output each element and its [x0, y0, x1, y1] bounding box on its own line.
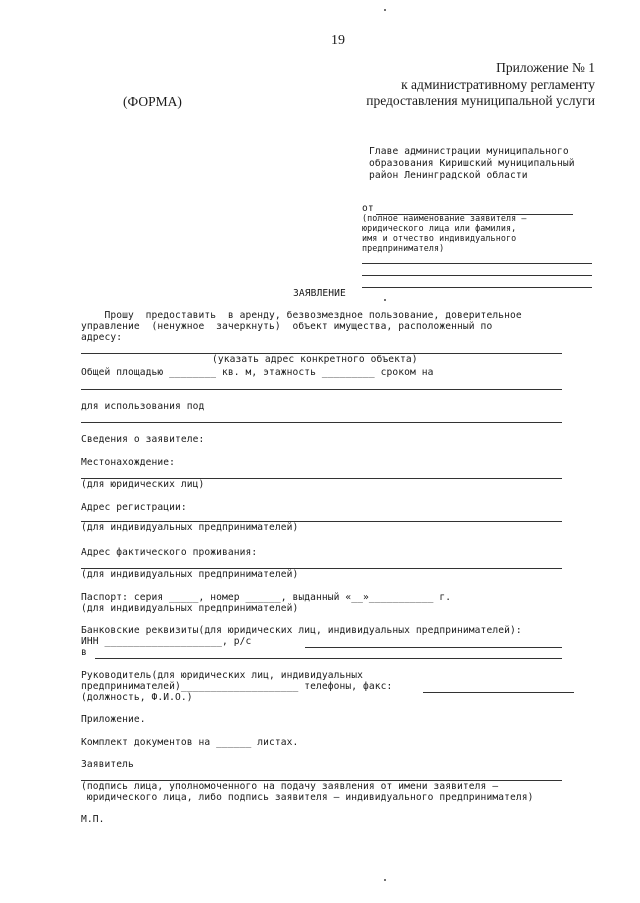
- bank-line-2: ИНН ____________________, р/с: [81, 636, 252, 647]
- scan-dot: [384, 879, 386, 881]
- head-line-2: предпринимателей)____________________ телефоны, факс:: [81, 681, 393, 692]
- account-line: [305, 647, 562, 648]
- applicant-info-heading: Сведения о заявителе:: [81, 434, 205, 445]
- passport-line: Паспорт: серия _____, номер ______, выданный «__»___________ г.: [81, 592, 452, 603]
- bank-name-line: [95, 658, 562, 659]
- from-note-2: юридического лица или фамилия,: [362, 223, 517, 233]
- location-hint: (для юридических лиц): [81, 479, 205, 490]
- attachment-label: Приложение.: [81, 714, 146, 725]
- head-line-1: Руководитель(для юридических лиц, индивидуальных: [81, 670, 364, 681]
- page-number: 19: [331, 33, 345, 48]
- area-line: Общей площадью ________ кв. м, этажность _________ сроком на: [81, 367, 434, 378]
- location-label: Местонахождение:: [81, 457, 176, 468]
- document-title: ЗАЯВЛЕНИЕ: [293, 288, 346, 299]
- documents-line: Комплект документов на ______ листах.: [81, 737, 299, 748]
- from-line-2: [362, 263, 592, 264]
- form-label: (ФОРМА): [123, 94, 182, 109]
- from-note-3: имя и отчество индивидуального: [362, 233, 517, 243]
- signature-hint-2: юридического лица, либо подпись заявителя – индивидуального предпринимателя): [81, 792, 534, 803]
- bank-line-3: в: [81, 647, 87, 658]
- request-line-2: управление (ненужное зачеркнуть) объект имущества, расположенный по: [81, 321, 493, 332]
- applicant-label: Заявитель: [81, 759, 134, 770]
- addressee-line-1: Главе администрации муниципального: [369, 146, 569, 157]
- bank-line-1: Банковские реквизиты(для юридических лиц, индивидуальных предпринимателей):: [81, 625, 522, 636]
- addressee-line-2: образования Киришский муниципальный: [369, 158, 575, 169]
- request-line-1: Прошу предоставить в аренду, безвозмездное пользование, доверительное: [81, 310, 522, 321]
- passport-hint: (для индивидуальных предпринимателей): [81, 603, 299, 614]
- address-hint: (указать адрес конкретного объекта): [212, 354, 418, 365]
- from-line-3: [362, 275, 592, 276]
- from-note-4: предпринимателя): [362, 243, 445, 253]
- appendix-line-1: Приложение № 1: [496, 60, 595, 75]
- purpose-label: для использования под: [81, 401, 205, 412]
- term-line: [81, 389, 562, 390]
- registration-label: Адрес регистрации:: [81, 502, 187, 513]
- appendix-line-3: предоставления муниципальной услуги: [366, 93, 595, 108]
- residence-hint: (для индивидуальных предпринимателей): [81, 569, 299, 580]
- signature-hint-1: (подпись лица, уполномоченного на подачу заявления от имени заявителя –: [81, 781, 499, 792]
- from-note-1: (полное наименование заявителя –: [362, 213, 527, 223]
- appendix-line-2: к административному регламенту: [401, 77, 595, 92]
- residence-label: Адрес фактического проживания:: [81, 547, 258, 558]
- head-line-3: (должность, Ф.И.О.): [81, 692, 193, 703]
- addressee-line-3: район Ленинградской области: [369, 170, 528, 181]
- purpose-line: [81, 422, 562, 423]
- seal-label: М.П.: [81, 814, 105, 825]
- request-line-3: адресу:: [81, 332, 123, 343]
- scan-dot: [384, 299, 386, 301]
- scan-dot: [384, 9, 386, 11]
- from-line-4: [362, 287, 592, 288]
- registration-hint: (для индивидуальных предпринимателей): [81, 522, 299, 533]
- from-label: от: [362, 203, 374, 214]
- phone-line: [423, 692, 574, 693]
